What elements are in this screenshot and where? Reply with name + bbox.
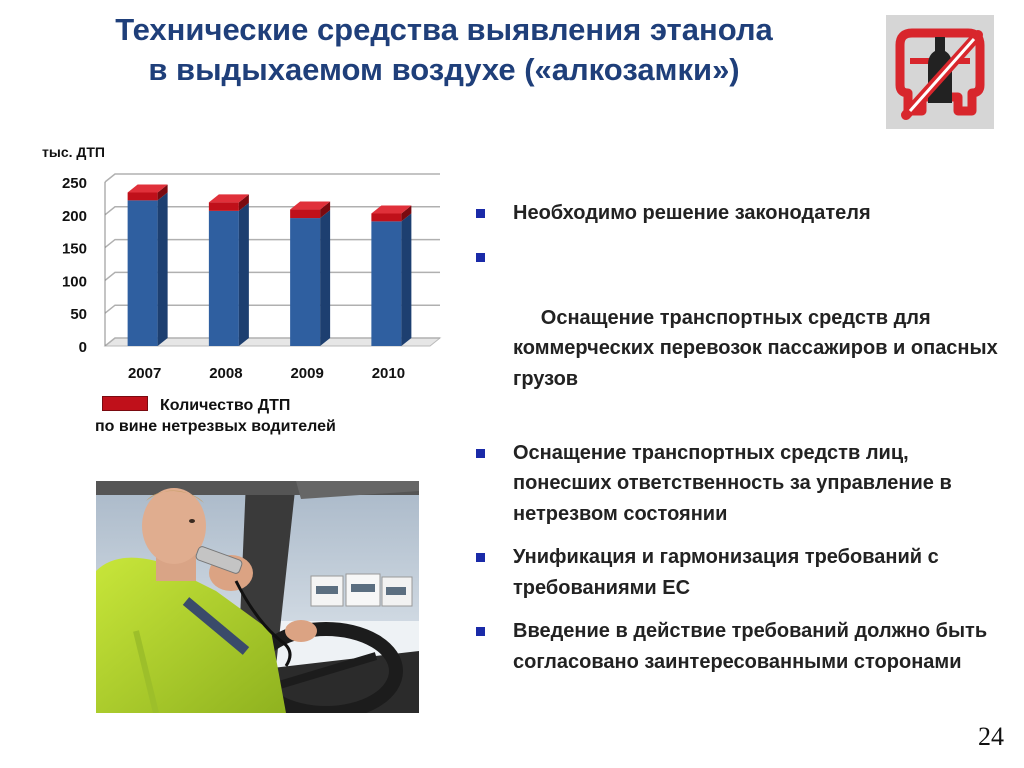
bar-segment-front <box>128 192 158 200</box>
y-tick-label: 100 <box>61 273 87 291</box>
bar-segment-front <box>128 200 158 346</box>
list-item <box>474 242 1004 425</box>
bar-segment-front <box>209 211 239 346</box>
title-line-1: Технические средства выявления этанола <box>115 12 773 47</box>
square-bullet-icon <box>476 209 485 218</box>
bar-segment-side <box>320 210 330 346</box>
legend-label-line-1: Количество ДТП <box>160 397 291 414</box>
square-bullet-icon <box>476 627 485 636</box>
x-tick-label: 2008 <box>209 365 243 380</box>
square-bullet-icon <box>476 253 485 262</box>
slide-title <box>14 10 874 90</box>
list-item-text: Оснащение транспортных средств для коммерческих перевозок пассажиров и опасных грузов <box>513 306 1004 390</box>
accident-bar-chart <box>30 140 450 380</box>
list-item-text: Унификация и гармонизация требований с требованиями ЕС <box>513 546 939 599</box>
chart-legend <box>95 395 395 437</box>
list-item-text: Необходимо решение законодателя <box>513 202 871 224</box>
list-item <box>474 438 999 530</box>
x-tick-label: 2009 <box>290 365 324 380</box>
y-tick-label: 50 <box>70 306 87 324</box>
bar-segment-front <box>371 213 401 221</box>
bar-segment-side <box>158 192 168 346</box>
bar-segment-front <box>209 202 239 211</box>
y-tick-label: 200 <box>61 207 87 225</box>
list-item-text: Оснащение транспортных средств лиц, понесших ответственность за управление в нетрезвом состоянии <box>513 441 952 525</box>
bar-segment-front <box>290 218 320 346</box>
requirements-list <box>474 198 1004 690</box>
page-number: 24 <box>978 722 1004 751</box>
y-tick-label: 150 <box>61 240 87 258</box>
list-item <box>474 542 999 603</box>
bar-segment-front <box>290 210 320 219</box>
y-axis-label: тыс. ДТП <box>42 144 105 160</box>
bar-segment-side <box>239 203 249 346</box>
x-tick-label: 2007 <box>127 365 162 380</box>
square-bullet-icon <box>476 449 485 458</box>
title-line-2: в выдыхаемом воздухе («алкозамки») <box>148 52 740 87</box>
list-item <box>474 198 999 229</box>
driver-breathalyzer-photo <box>96 481 419 713</box>
bar-segment-front <box>371 221 401 346</box>
x-tick-label: 2010 <box>371 365 406 380</box>
legend-label-line-2: по вине нетрезвых водителей <box>95 418 336 435</box>
y-tick-label: 0 <box>78 339 87 356</box>
list-item <box>474 616 999 677</box>
no-drinking-driving-sign-icon <box>886 15 994 129</box>
legend-swatch-alcohol <box>102 396 148 411</box>
square-bullet-icon <box>476 553 485 562</box>
list-item-text: Введение в действие требований должно быть согласовано заинтересованными сторонами <box>513 620 988 673</box>
bar-segment-side <box>401 213 411 346</box>
y-tick-label: 250 <box>61 175 87 192</box>
